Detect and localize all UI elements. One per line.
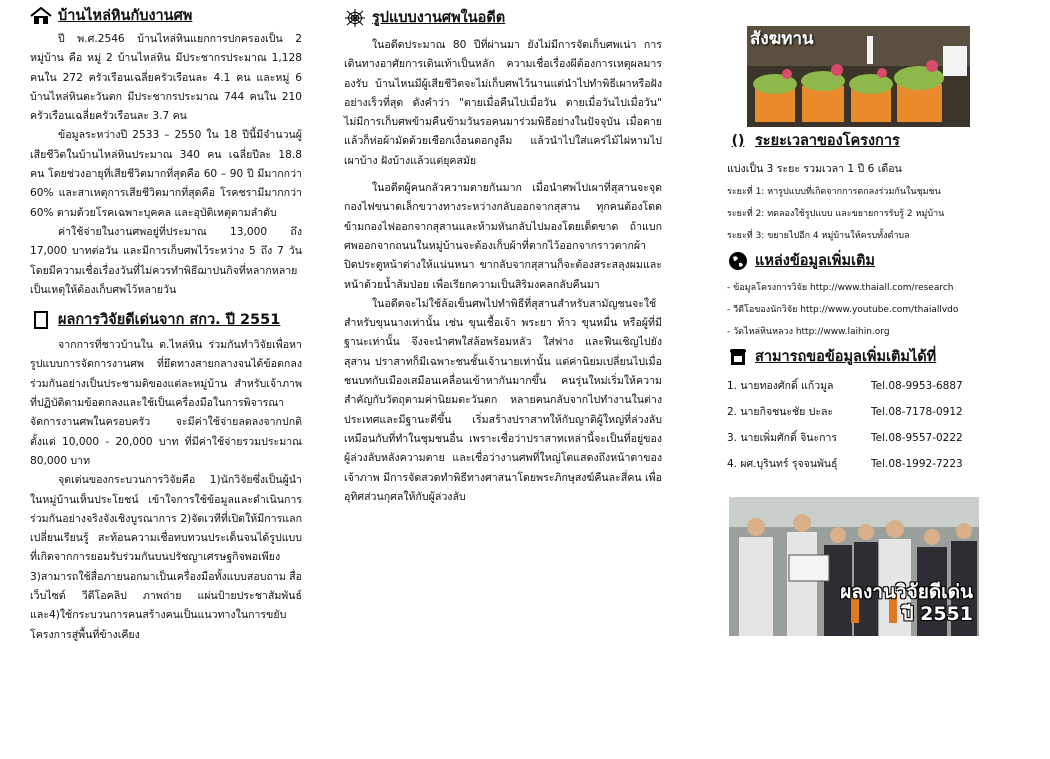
timeline-intro: แบ่งเป็น 3 ระยะ รวมเวลา 1 ปี 6 เดือน [727, 163, 902, 175]
phone-icon [727, 347, 749, 367]
column-right [727, 0, 977, 477]
contact-tel: Tel.08-9557-0222 [871, 432, 963, 444]
paragraph: ในอดีตจะไม่ใช้ล้อเข็นศพไปทำพิธีที่สุสานสำหรับสามัญชนจะใช้สำหรับขุนนางเท่านั้น เช่น ขุนเชื้อเจ้า พระยา ท้าว ขุนหมื่น หรือผู้ที่มีฐานะเท่านั้น จึงจะนำศพใส่ล้อพร้อมหลัว ใส่ฟาง และฟืนเชิญไปยังสุสาน ปราสาทก็มีเฉพาะชนชั้นเจ้านายเท่านั้น แต่ค่านิยมเปลี่ยนไปเมื่อชนบทกับเมืองเสมือนเคลื่อนเข้าหากันมากขึ้น คนรุ่นใหม่เริ่มให้ความสำคัญกับวัตถุตามค่านิยมตะวันตก หลายคนกลับจากไปทำงานในต่างประเทศและมีฐานะดีขึ้น เริ่มสร้างปราสาทให้กับญาติผู้ใหญ่ที่ล่วงลับเหมือนกับที่ทำในชุมชนอื่น เพราะเชื่อว่าปราสาทเหล่านี้จะเป็นที่อยู่ของผู้ล่วงลับหลังความตาย และเชื่อว่างานศพที่ใหญ่โตแสดงถึงหน้าตาของเจ้าภาพ มีการจัดสวดทำพิธีทางศาสนาโดยพระภิกษุสงฆ์คืนละสี่คน เพื่ออุทิศส่วนกุศลให้กับผู้ล่วงลับ [344, 297, 662, 503]
phase-item: ระยะที่ 3: ขยายไปอีก 4 หมู่บ้านให้ครบทั้งตำบล [727, 231, 910, 241]
contact-name: 4. ผศ.บุรินทร์ รุจจนพันธุ์ [727, 458, 838, 470]
contact-tel: Tel.08-9953-6887 [871, 380, 963, 392]
heading-contact [727, 347, 977, 367]
heading-text: รูปแบบงานศพในอดีต [372, 10, 506, 26]
heading-text: ผลการวิจัยดีเด่นจาก สกว. ปี 2551 [58, 312, 281, 329]
phase-item: ระยะที่ 1: หารูปแบบที่เกิดจากการตกลงร่วมกันในชุมชน [727, 187, 941, 197]
award-caption-line1: ผลงานวิจัยดีเด่น [840, 581, 973, 603]
contact-row [727, 399, 977, 425]
heading-research-award [30, 310, 302, 330]
source-link[interactable]: - วีดีโอของนักวิจัย http://www.youtube.com/thaiallvdo [727, 305, 959, 315]
heading-text: แหล่งข้อมูลเพิ่มเติม [755, 253, 875, 269]
paragraph: ในอดีตผู้คนกลัวความตายกันมาก เมื่อนำศพไปเผาที่สุสานจะจุดกองไฟขนาดเล็กขวางทางระหว่างกลับออกจากสุสาน ทุกคนต้องโดดข้ามกองไฟออกจากสุสานและห้ามหันกลับไปมองโดยเด็ดขาด ถ้าแบกศพออกจากถนนในหมู่บ้านจะต้องเก็บผ้าที่ตากไว้ออกจากราวตากผ้า ปิดประตูหน้าต่างให้แน่นหนา ขากลับจากสุสานก็จะต้องสระสลุงผมและหน้าด้วยน้ำส้มป่อย เพื่อเรียกความเป็นสิริมงคลกลับคืนมา [344, 182, 662, 291]
award-caption-line2: ปี 2551 [901, 603, 973, 625]
contact-tel: Tel.08-7178-0912 [871, 406, 963, 418]
heading-sources [727, 251, 977, 271]
contact-name: 2. นายกิจชนะชัย ปะละ [727, 406, 834, 418]
parentheses-icon: () [731, 133, 745, 149]
phase-item: ระยะที่ 2: ทดลองใช้รูปแบบ และขยายการรับรู้ 2 หมู่บ้าน [727, 209, 945, 219]
paragraph: ในอดีตประมาณ 80 ปีที่ผ่านมา ยังไม่มีการจัดเก็บศพเน่า การเดินทางอาศัยการเดินเท้าเป็นหลัก ความเชื่อเรื่องผีต้องการเหตุผลมารองรับ บ้านไหนมีผู้เสียชีวิตจะไม่เก็บศพไว้นานแต่นำไปทำพิธีเผาหรือฝังอย่างเร็วที่สุด ดังคำว่า "ตายเมื่อคืนไปเมื่อวัน ตายเมื่อวันไปเมื่อวัน" ไม่มีการเก็บศพข้ามคืนข้ามวันรอคนมาร่วมพิธีอย่างในปัจจุบัน เมื่อตายแล้วก็ห่อผ้ามัดด้วยเชือกเงื่อนตอกงูลืม แล้วนำไปใส่แคร่ไม้ไผ่หามไปเผาบ้าง ฝังบ้างแล้วแต่ยุคสมัย [344, 39, 662, 167]
paragraph: ข้อมูลระหว่างปี 2533 – 2550 ใน 18 ปีนี้มีจำนวนผู้เสียชีวิตในบ้านไหล่หินประมาณ 340 คน เฉลี่ยปีละ 18.8 คน โดยช่วงอายุที่เสียชีวิตมากที่สุดคือ 60 – 90 ปี มีมากกว่า 60% และสาเหตุการเสียชีวิตมากที่สุดคือ โรคชรามีมากกว่า 60% ตามด้วยโรคเฉพาะบุคคล และอุบัติเหตุตามลำดับ [30, 129, 302, 219]
paragraph: จุดเด่นของกระบวนการวิจัยคือ 1)นักวิจัยซึ่งเป็นผู้นำในหมู่บ้านเห็นประโยชน์ เข้าใจการใช้ข้อมูลและดำเนินการร่วมกันอย่างจริงจังเชิงบูรณาการ 2)จัดเวทีที่เปิดให้มีการแลกเปลี่ยนเรียนรู้ สะท้อนความเชื่อทบทวนประเด็นจนได้รูปแบบที่เกิดจากการยอมรับร่วมกันบนปรัชญาเศรษฐกิจพอเพียง 3)สามารถใช้สื่อภายนอกมาเป็นเครื่องมือทั้งแบบสอบถาม สื่อเว็บไซต์ วีดีโอคลิป ภาพถ่าย แผ่นป้ายประชาสัมพันธ์ และ4)ใช้กระบวนการคนสร้างคนเป็นแนวทางในการขยับโครงการสู่พื้นที่ข้างเคียง [30, 474, 302, 641]
contact-name: 3. นายเพิ่มศักดิ์ จินะการ [727, 432, 838, 444]
globe-icon [727, 251, 749, 271]
paragraph: ปี พ.ศ.2546 บ้านไหล่หินแยกการปกครองเป็น 2 หมู่บ้าน คือ หมู่ 2 บ้านไหล่หิน มีประชากรประมาณ 1,128 คนใน 272 ครัวเรือนเฉลี่ยครัวเรือนละ 4.1 คน และหมู่ 6 บ้านไหล่หินตะวันตก มีประชากรประมาณ 744 คนใน 210 ครัวเรือนเฉลี่ยครัวเรือนละ 3.7 คน [30, 33, 302, 123]
heading-past-funeral [344, 8, 662, 28]
contact-row [727, 373, 977, 399]
spiderweb-icon [344, 8, 366, 28]
column-left [30, 0, 302, 645]
paragraph: ค่าใช้จ่ายในงานศพอยู่ที่ประมาณ 13,000 ถึง 17,000 บาทต่อวัน และมีการเก็บศพไว้ระหว่าง 5 ถึง 7 วัน โดยมีความเชื่อเรื่องวันที่ไม่ควรทำพิธีฌาปนกิจที่หลากหลายเป็นเหตุให้ต้องเก็บศพไว้หลายวัน [30, 225, 302, 296]
contact-list [727, 373, 977, 477]
contact-row [727, 451, 977, 477]
heading-text: ระยะเวลาของโครงการ [755, 133, 900, 149]
paragraph: จากการที่ชาวบ้านใน ต.ไหล่หิน ร่วมกันทำวิจัยเพื่อหารูปแบบการจัดการงานศพ ที่ยึดทางสายกลางจนได้ข้อตกลงร่วมกันอย่างเป็นประชามติของแต่ละหมู่บ้าน สำหรับเจ้าภาพที่ปฏิบัติตามข้อตกลงและใช้เป็นเครื่องมือในการพิจารณาจัดการงานศพในครอบครัว จะมีค่าใช้จ่ายลดลงจากปกติตั้งแต่ 10,000 - 20,000 บาท ที่มีค่าใช้จ่ายรวมประมาณ 80,000 บาท [30, 339, 302, 467]
heading-text: บ้านไหล่หินกับงานศพ [58, 8, 193, 24]
checkbox-icon [30, 310, 52, 330]
heading-text: สามารถขอข้อมูลเพิ่มเติมได้ที่ [755, 349, 937, 365]
house-icon [30, 6, 52, 26]
heading-timeline [727, 131, 977, 151]
column-middle [344, 0, 662, 507]
contact-tel: Tel.08-1992-7223 [871, 458, 963, 470]
contact-name: 1. นายทองศักดิ์ แก้วมูล [727, 380, 834, 392]
award-caption [840, 581, 973, 625]
source-link[interactable]: - ข้อมูลโครงการวิจัย http://www.thaiall.com/research [727, 283, 954, 293]
photo-caption: สังฆทาน [750, 29, 814, 49]
award-photo [729, 497, 979, 636]
heading-laihin-funeral [30, 6, 302, 26]
contact-row [727, 425, 977, 451]
source-link[interactable]: - วัดไหล่หินหลวง http://www.laihin.org [727, 327, 890, 337]
